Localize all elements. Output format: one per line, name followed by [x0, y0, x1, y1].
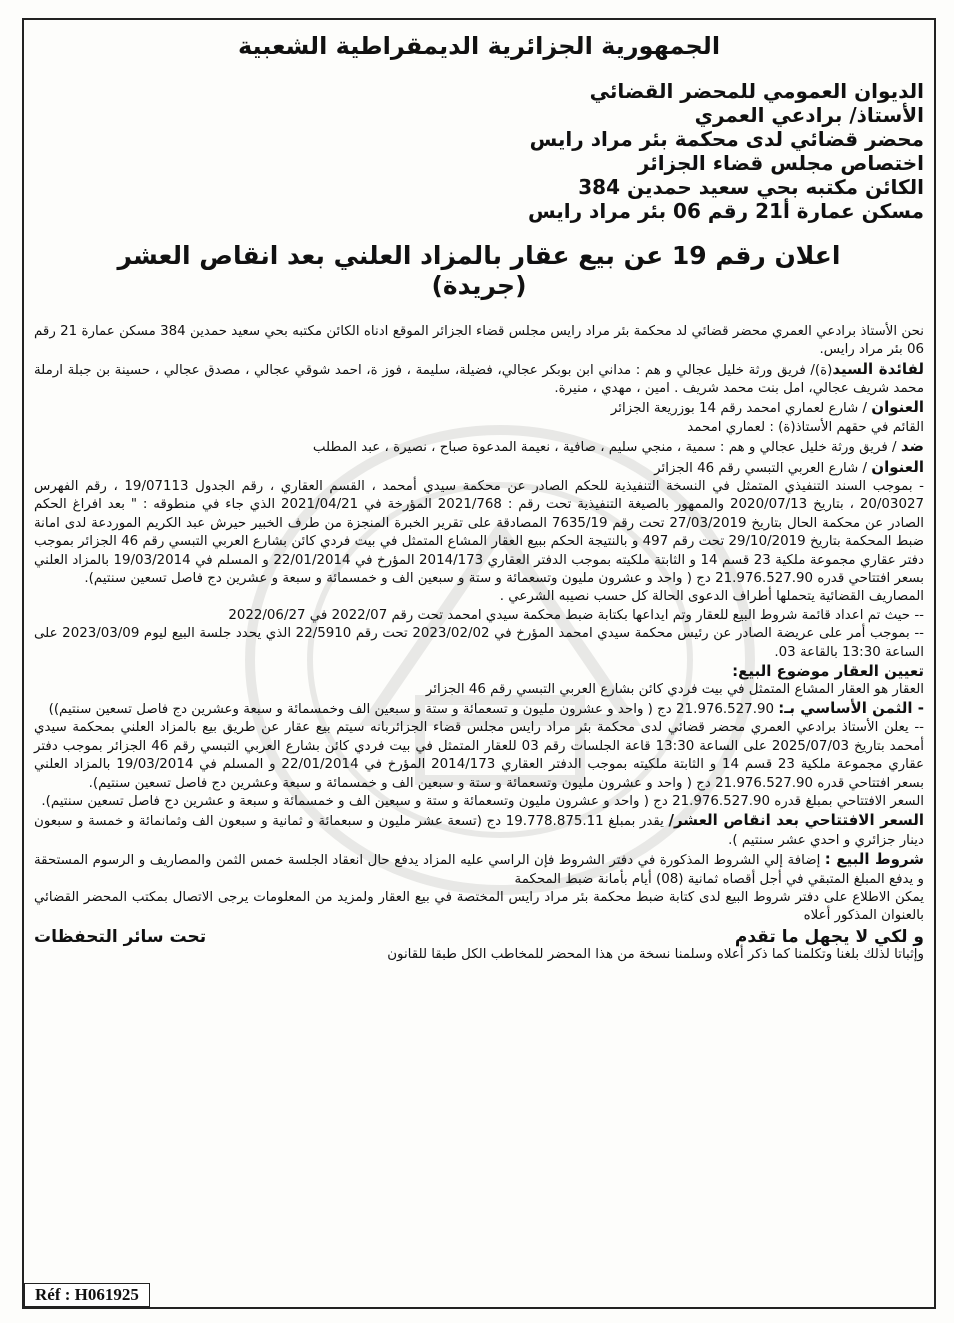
ignorance-statement: و لكي لا يجهل ما تقدم	[734, 926, 924, 947]
reduced-price-paragraph	[34, 811, 924, 850]
sale-conditions-paragraph	[34, 850, 924, 889]
reduced-price-text: يقدر بمبلغ 19.778.875.11 دج (تسعة عشر مليون و سبعمائة و ثمانية و سبعون الف وثمانمائة و خمسة و سبعون دينار جزائري و احدي عشر سنتيم ).	[34, 814, 924, 848]
issuer-line: اختصاص مجلس قضاء الجزائر	[637, 150, 924, 175]
representative-paragraph: القائم في حقهم الأستاذ(ة) : لعماري امحمد	[687, 419, 924, 435]
notice-content	[34, 24, 924, 1283]
issuer-line: الديوان العمومي للمحضر القضائي	[589, 78, 924, 103]
sale-conditions-label: شروط البيع :	[824, 850, 924, 869]
beneficiary-text: (ة)/ فريق ورثة خليل عجالي و هم : مداني ابن بوبكر عجالي، فضيلة، سليمة ، فوز ة، احمد شوقي عجالي ، مصدق عجالي ، حسينة بن جبلة ارملة محمد شريف عجالي، امل بنت محمد شريف . امين ، مهدي ، منيرة.	[34, 362, 924, 397]
consultation-paragraph: يمكن الاطلاع على دفتر شروط البيع لدى كتابة ضبط محكمة بئر مراد رايس المختصة في بيع العقار ولمزيد من المعلومات يرجى الاتصال بمكتب المحضر القضائي بالعنوان المذكور أعلاه	[34, 889, 924, 924]
issuer-line: الأستاذ/ برادعي العمري	[694, 102, 924, 127]
against-paragraph	[34, 437, 924, 457]
address-paragraph	[34, 458, 924, 478]
intro-paragraph: نحن الأستاذ برادعي العمري محضر قضائي لد محكمة بئر مراد رايس مجلس قضاء الجزائر الموقع ادناه الكائن مكتبه بحي سعيد حمدين 384 مسكن عمارة 21 رقم 06 بئر مراد رايس.	[34, 323, 924, 358]
proof-paragraph: وإثباتا لذلك بلغنا وتكلمنا كما ذكر أعلاه وسلمنا نسخة من هذا المحضر للمخاطب الكل طبقا للقانون	[387, 947, 924, 963]
issuer-line: مسكن عمارة أ21 رقم 06 بئر مراد رايس	[527, 198, 924, 223]
issuer-line: الكائن مكتبه بحي سعيد حمدين 384	[578, 174, 924, 199]
base-price-text: 21.976.527.90 دج ( واحد و عشرون مليون و تسعمائة و ستة و سبعين الف وخمسمائة و سبعة وعشرين دج فاصل تسعين سنتيم))	[48, 701, 779, 717]
base-price-label: - الثمن الأساسي بـ:	[778, 698, 924, 717]
sale-conditions-text: إضافة إلي الشروط المذكورة في دفتر الشروط فإن الراسي عليه المزاد يدفع حال انعقاد الجلسة خمس الثمن والمصاريف و الرسوم المستحقة و يدفع المبلغ المتبقي في أجل أقصاه ثمانية (08) أيام بأمانة ضبط المحكمة	[34, 853, 924, 887]
issuer-block	[34, 79, 924, 223]
reference-box: Réf : H061925	[24, 1283, 150, 1307]
address-label: العنوان	[871, 457, 924, 476]
announcement-subtitle: (جريدة)	[431, 270, 527, 300]
order-paragraph: -- بموجب أمر على عريضة الصادر عن رئيس محكمة سيدي امحمد المؤرخ في 2023/02/02 تحت رقم 22/5910 الذي يحدد جلسة البيع ليوم 2023/03/09 على الساعة 13:30 بالقاعة 03.	[34, 626, 925, 660]
address-paragraph	[34, 398, 924, 418]
beneficiary-label: لفائدة السيد	[832, 359, 924, 378]
against-label: ضد	[900, 437, 924, 456]
costs-paragraph: المصاريف القضائية يتحملها أطراف الدعوى الحالة كل حسب نصيبه الشرعي .	[499, 589, 924, 605]
reservations-statement: تحت سائر التحفظات	[34, 926, 207, 947]
address-text: / شارع العربي التبسي رقم 46 الجزائر	[654, 460, 872, 476]
sale-announcement-paragraph: -- يعلن الأستاذ برادعي العمري محضر قضائي لدى محكمة بئر مراد رايس مجلس قضاء الجزائربانه سيتم بيع عقار عن طريق بيع بالمزاد العلني بمحكمة سيدي أمحمد بتاريخ 2025/07/03 على الساعة 13:30 قاعة الجلسات رقم 03 للعقار المتمثل في بيت فردي كائن بشارع العربي التبسي رقم 46 الجزائر بموجب دفتر عقاري مجموعة ملكية 23 قسم 14 و الثابتة ملكيته بموجب الدفتر العقاري 2014/173 المؤرخ في 22/01/2014 و المسلم في 19/03/2014 بالمزاد العلني بسعر افتتاحي قدره 21.976.527.90 دج ( واحد و عشرون مليون وتسعمائة و ستة و سبعين الف و خمسمائة و سبعة وعشرين دج فاصل تسعين سنتيم).	[34, 720, 924, 791]
beneficiary-paragraph	[34, 360, 924, 399]
base-price-paragraph	[34, 699, 924, 719]
closing-row	[34, 928, 924, 946]
notice-body	[34, 323, 924, 965]
issuer-line: محضر قضائي لدى محكمة بئر مراد رايس	[529, 126, 924, 151]
address-label: العنوان	[871, 398, 924, 417]
property-heading: تعيين العقار موضوع البيع:	[732, 662, 924, 681]
address-text: / شارع لعماري امحمد رقم 14 بوزريعة الجزائر	[610, 401, 872, 417]
conditions-filing-paragraph: -- حيث تم اعداد قائمة شروط البيع للعقار وتم ايداعها بكتابة ضبط محكمة سيدي امحمد تحت رقم 2022/07 في 2022/06/27	[228, 607, 924, 623]
reduced-price-label: السعر الافتتاحي بعد انقاص العشر/	[668, 811, 924, 830]
property-description: العقار هو العقار المشاع المتمثل في بيت فردي كائن بشارع العربي التبسي رقم 46 الجزائر	[425, 681, 924, 697]
republic-title: الجمهورية الجزائرية الديمقراطية الشعبية	[237, 32, 721, 60]
judgment-paragraph: - بموجب السند التنفيذي المتمثل في النسخة التنفيذية للحكم الصادر عن محكمة سيدي أمحمد ، القسم العقاري ، رقم الجدول 19/07113 ، رقم الفهرس 20/03027 ، بتاريخ 2020/07/13 والممهور بالصيغة التنفيذية تحت رقم : 2021/768 المؤرخة في 2021/04/21 الذي جاء في منطوقه : " بعد افراغ الحكم الصادر عن محكمة الحال بتاريخ 27/03/2019 تحت رقم 7635/19 المصادقة على تقرير الخبرة المنجزة من طرف الخبير حيرش عبد الكريم الموردعة لدى امانة ضبط المحكمة بتاريخ 29/10/2019 تحت رقم 497 و بالنتيجة الحكم ببيع العقار المشاع المتمثل في بيت فردي كائن بشارع العربي التبسي رقم 46 الجزائر بموجب دفتر عقاري مجموعة ملكية 23 قسم 14 و الثابتة ملكيته بموجب الدفتر العقاري 2014/173 المؤرخ في 22/01/2014 و المسلم في 19/03/2014 بالمزاد العلني بسعر افتتاحي قدره 21.976.527.90 دج ( واحد و عشرون مليون وتسعمائة و ستة و سبعين الف و خمسمائة و سبعة و عشرين دج فاصل تسعين سنتيم).	[34, 479, 925, 587]
announcement-title: اعلان رقم 19 عن بيع عقار بالمزاد العلني بعد انقاص العشر	[117, 240, 841, 270]
opening-price-paragraph: السعر الافتتاحي بمبلغ قدره 21.976.527.90 دج ( واحد و عشرون مليون وتسعمائة و ستة و سبعين الف و خمسمائة و سبعة و عشرين دج فاصل تسعين سنتيم).	[41, 793, 924, 809]
against-text: / فريق ورثة خليل عجالي و هم : سمية ، منجي سليم ، صافية ، نعيمة المدعوة صباح ، نصيرة ، عبد المطلب	[312, 440, 901, 456]
